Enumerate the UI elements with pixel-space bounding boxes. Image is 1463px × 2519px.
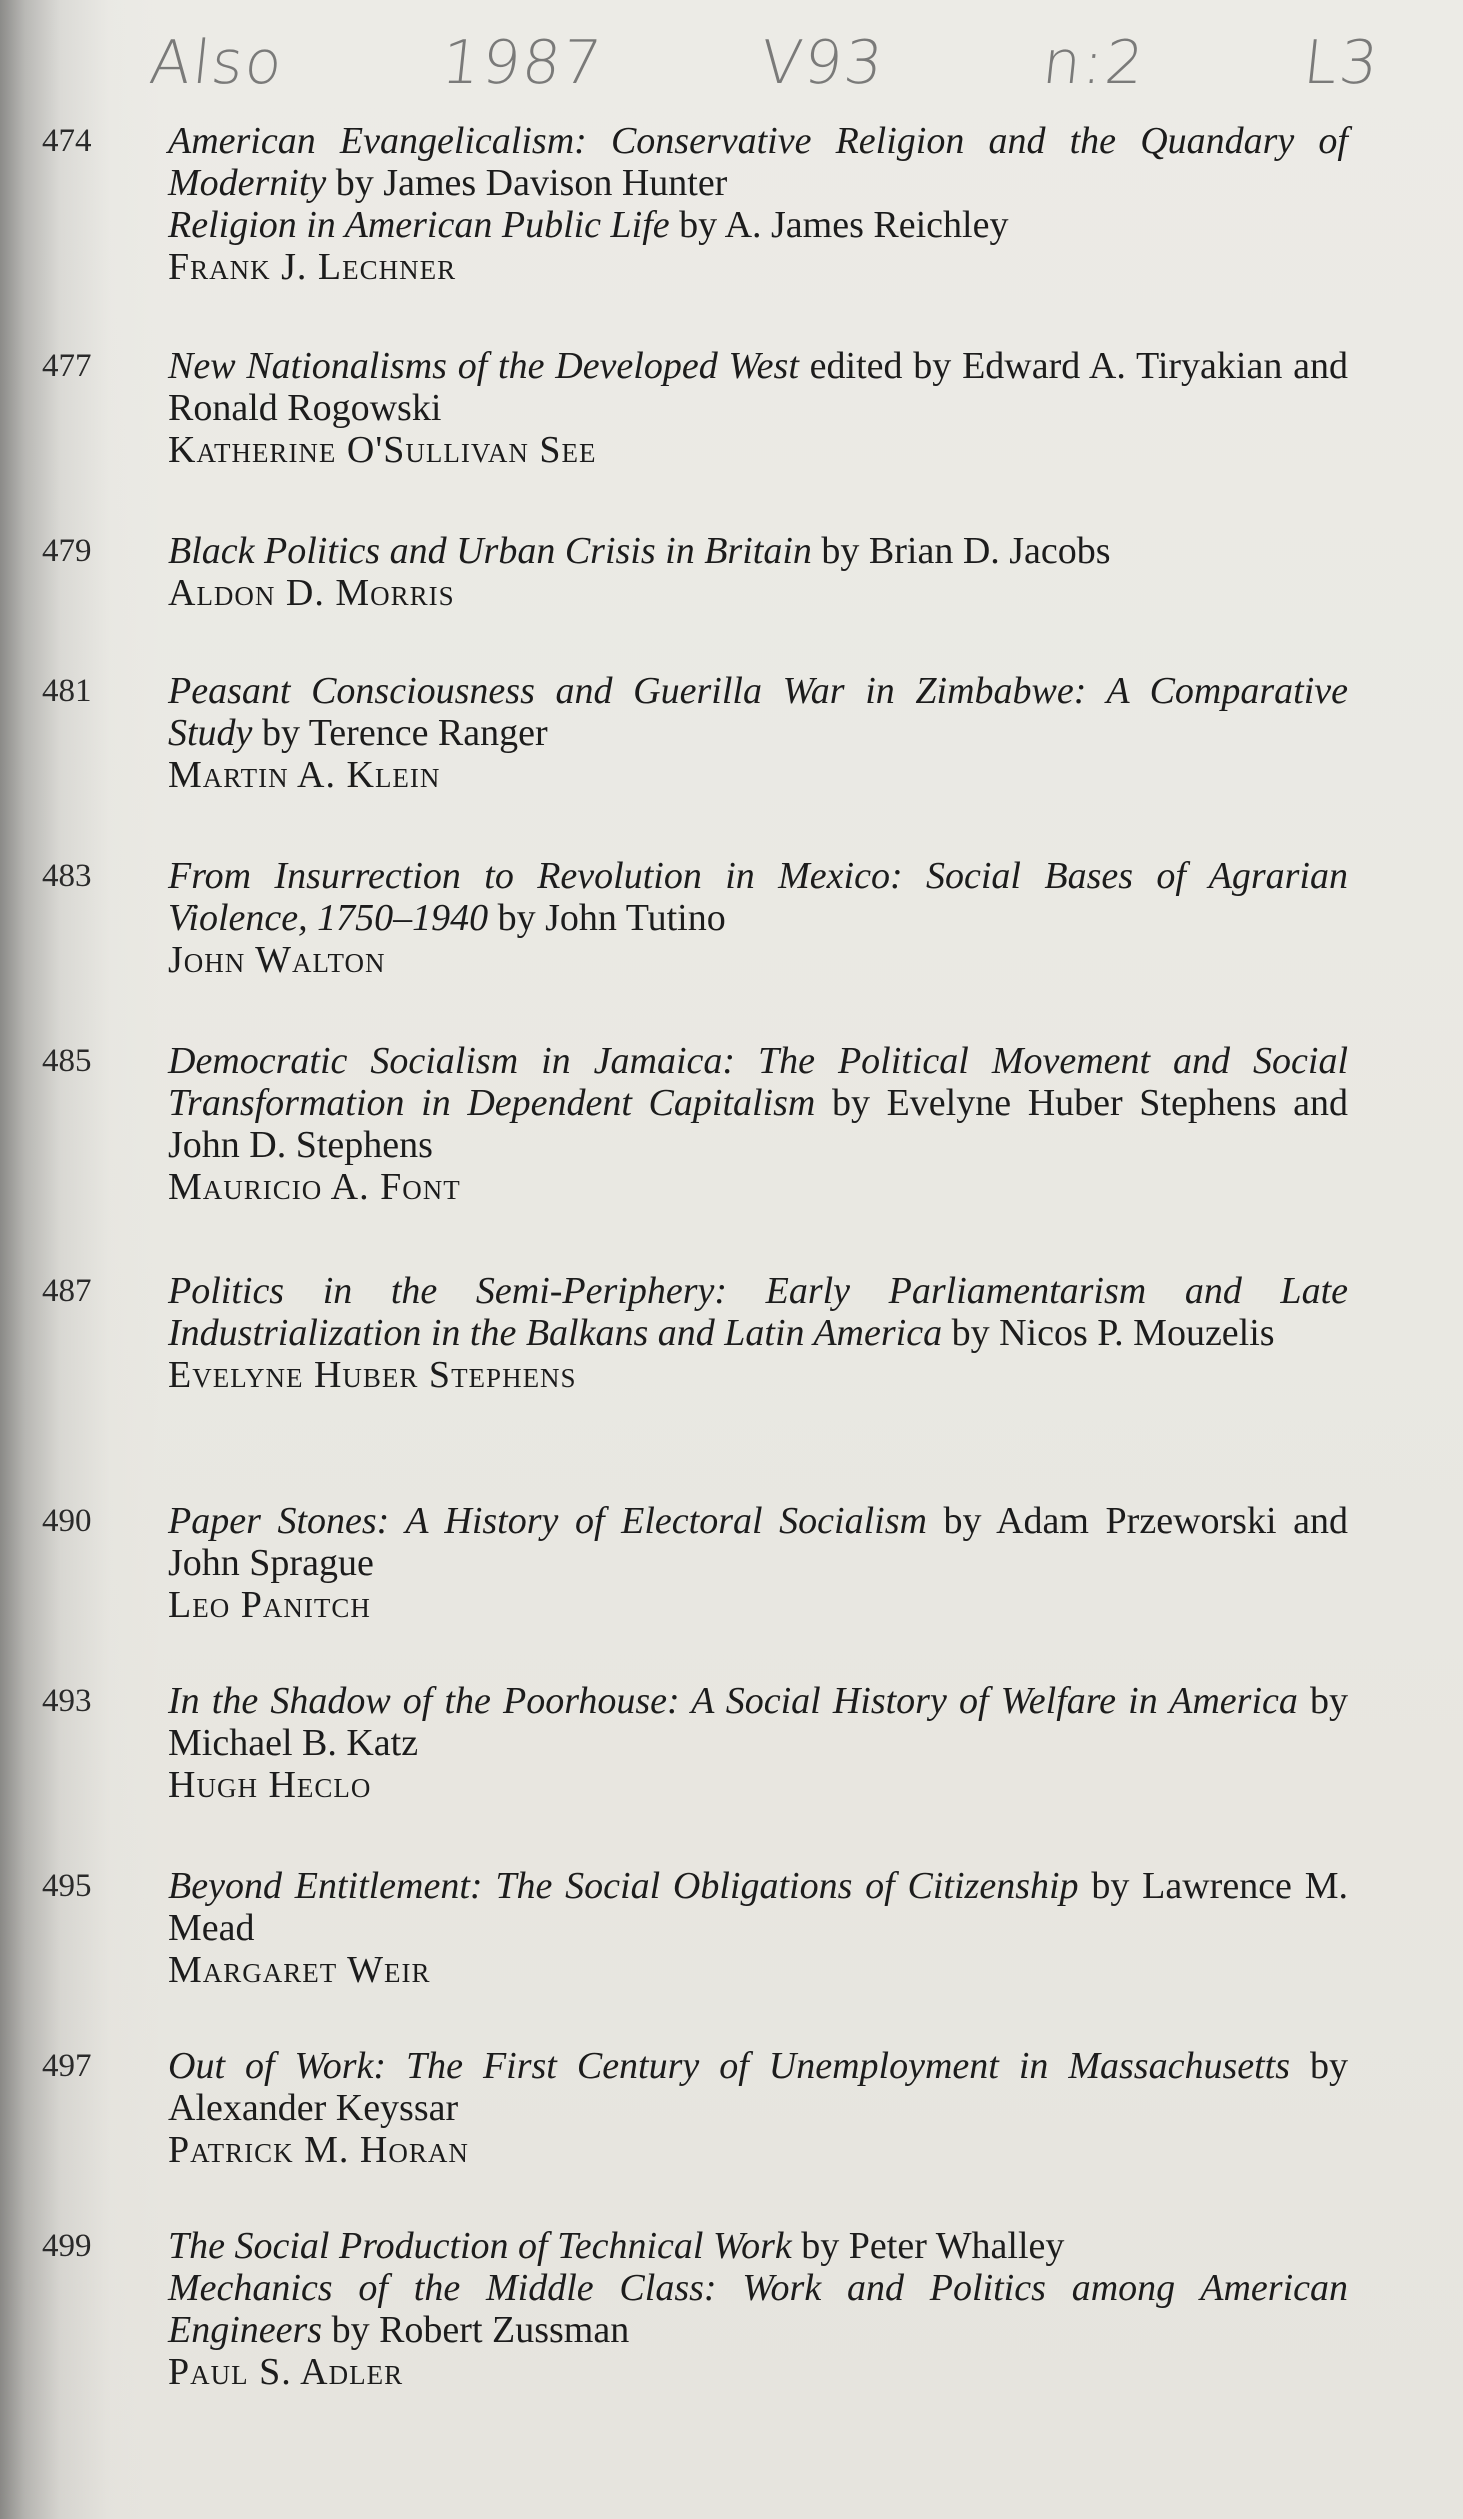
reviewer-name: Mauricio A. Font [168,1166,461,1208]
book-title: Out of Work: The First Century of Unemployment in Massachusetts [168,2045,1291,2087]
reviewer-name: Aldon D. Morris [168,572,455,614]
handwritten-note: V93 [757,28,889,98]
book-author: by A. James Reichley [669,204,1009,246]
book-title: Politics in the Semi-Periphery: Early Parliamentarism and Late Industrialization in the Balkans and Latin America [168,1270,1348,1354]
book-title: Paper Stones: A History of Electoral Socialism [168,1500,927,1542]
book-author: by James Davison Hunter [326,162,728,204]
entry-body [168,670,1348,796]
book-line [168,120,1348,204]
entry-body [168,2225,1348,2393]
entry-body [168,1680,1348,1806]
book-line [168,2225,1348,2267]
entry-body [168,1040,1348,1208]
book-line [168,345,1348,429]
page-number: 487 [42,1273,92,1309]
book-title: Democratic Socialism in Jamaica: The Political Movement and Social Transformation in Dependent Capitalism [168,1040,1348,1124]
book-author: by Lawrence M. Mead [168,1865,1349,1949]
book-line [168,1865,1348,1949]
book-author: by John Tutino [488,897,726,939]
entry-body [168,2045,1348,2171]
book-title: New Nationalisms of the Developed West [168,345,799,387]
reviewer-name: Frank J. Lechner [168,246,457,288]
entry-body [168,855,1348,981]
page-number: 481 [42,673,92,709]
reviewer-name: Martin A. Klein [168,754,441,796]
book-line [168,1270,1348,1354]
book-title: Mechanics of the Middle Class: Work and Politics among American Engineers [168,2267,1348,2351]
book-title: Religion in American Public Life [168,204,670,246]
book-author: by Brian D. Jacobs [811,530,1111,572]
reviewer-name: John Walton [168,939,386,981]
page-number: 474 [42,123,92,159]
reviewer-name: Patrick M. Horan [168,2129,469,2171]
entry-body [168,345,1348,471]
book-line [168,1680,1348,1764]
book-title: American Evangelicalism: Conservative Religion and the Quandary of Modernity [168,120,1348,204]
entry-body [168,1500,1348,1626]
reviewer-name: Evelyne Huber Stephens [168,1354,577,1396]
book-line [168,1040,1348,1166]
page-number: 493 [42,1683,92,1719]
book-author: by Peter Whalley [791,2225,1065,2267]
entry-body [168,530,1348,614]
book-title: From Insurrection to Revolution in Mexico: Social Bases of Agrarian Violence, 1750–1940 [168,855,1348,939]
page-number: 490 [42,1503,92,1539]
entry-body [168,120,1348,288]
page-number: 479 [42,533,92,569]
book-title: Peasant Consciousness and Guerilla War in Zimbabwe: A Comparative Study [168,670,1348,754]
book-author: by Nicos P. Mouzelis [942,1312,1275,1354]
handwritten-note: L3 [1300,28,1384,98]
book-title: Beyond Entitlement: The Social Obligations of Citizenship [168,1865,1079,1907]
page-number: 477 [42,348,92,384]
book-line [168,2045,1348,2129]
page-number: 499 [42,2228,92,2264]
reviewer-name: Hugh Heclo [168,1764,372,1806]
book-author: by Alexander Keyssar [168,2045,1348,2129]
entry-body [168,1270,1348,1396]
book-author: edited by Edward A. Tiryakian and Ronald Rogowski [168,345,1348,429]
entry-body [168,1865,1348,1991]
book-line [168,1500,1348,1584]
handwritten-note: 1987 [438,28,607,98]
handwritten-note: Also [146,28,288,98]
book-title: Black Politics and Urban Crisis in Britain [168,530,812,572]
handwritten-note: n:2 [1039,28,1150,98]
page-number: 495 [42,1868,92,1904]
book-line [168,2267,1348,2351]
book-author: by Robert Zussman [322,2309,630,2351]
book-line [168,670,1348,754]
reviewer-name: Leo Panitch [168,1584,371,1626]
handwritten-annotation [146,18,1384,108]
book-author: by Evelyne Huber Stephens and John D. Stephens [168,1082,1348,1166]
book-title: In the Shadow of the Poorhouse: A Social History of Welfare in America [168,1680,1298,1722]
page-number: 485 [42,1043,92,1079]
reviewer-name: Margaret Weir [168,1949,431,1991]
book-author: by Terence Ranger [252,712,548,754]
book-line [168,530,1348,572]
book-author: by Michael B. Katz [168,1680,1348,1764]
book-title: The Social Production of Technical Work [168,2225,792,2267]
reviewer-name: Paul S. Adler [168,2351,404,2393]
reviewer-name: Katherine O'Sullivan See [168,429,597,471]
book-line [168,855,1348,939]
page-number: 497 [42,2048,92,2084]
page-number: 483 [42,858,92,894]
book-author: by Adam Przeworski and John Sprague [168,1500,1348,1584]
book-line [168,204,1348,246]
